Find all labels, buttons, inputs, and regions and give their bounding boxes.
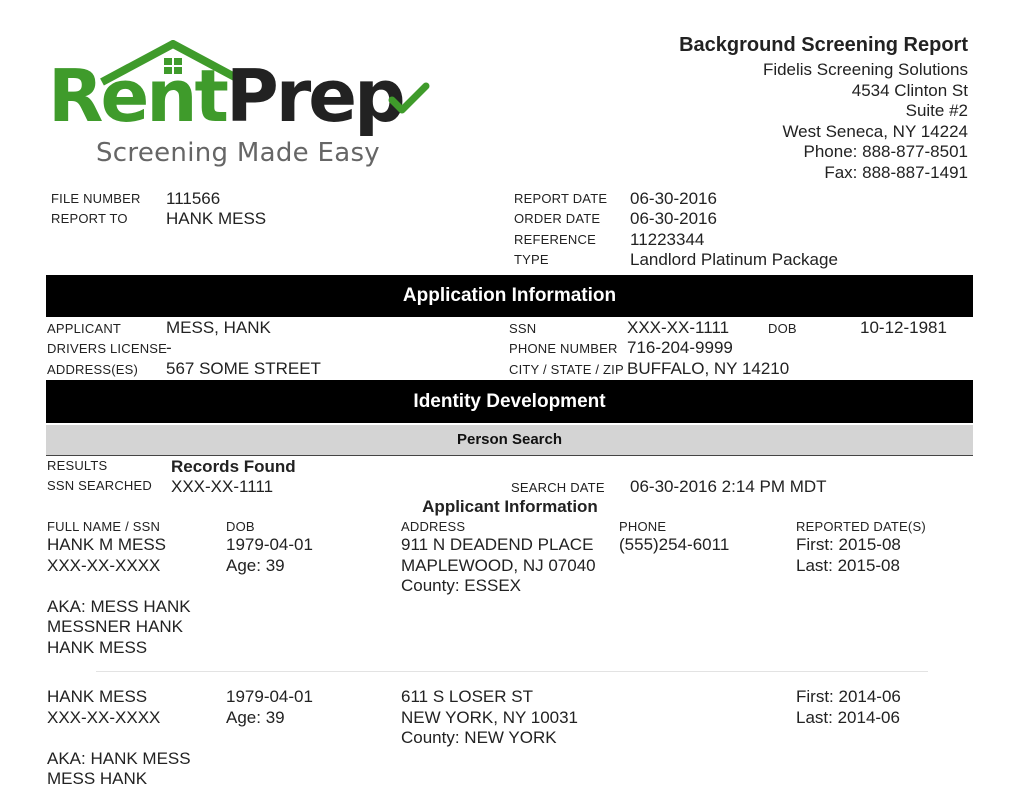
report-to-label: REPORT TO [51,211,128,226]
company-phone: Phone: 888-877-8501 [803,142,968,161]
company-street: 4534 Clinton St [851,80,968,100]
phone-number-value: 716-204-9999 [627,338,733,357]
record-last-date: Last: 2015-08 [796,555,900,575]
checkmark-icon [388,82,430,116]
record-name: HANK MESS [47,687,148,706]
logo-word-prep: Prep [225,54,403,138]
logo-wordmark [48,54,403,138]
record-address-line2: NEW YORK, NY 10031 [401,707,579,727]
col-address: ADDRESS [401,519,466,534]
report-date-value: 06-30-2016 [630,189,717,208]
record-first-date: First: 2014-06 [796,687,901,706]
record-name-block [47,687,191,790]
company-name: Fidelis Screening Solutions [762,60,968,79]
record-address-line2: MAPLEWOOD, NJ 07040 [401,555,596,575]
record-address-block [401,687,578,749]
record-dob: 1979-04-01 [226,687,313,706]
ssn-searched-label: SSN SEARCHED [47,478,152,493]
report-date-label: REPORT DATE [514,191,608,206]
record-age: Age: 39 [226,555,285,575]
record-ssn: XXX-XX-XXXX [47,555,161,575]
record-phone: (555)254-6011 [619,535,730,554]
record-dob-block [226,687,313,728]
logo-word-rent: Rent [48,54,226,138]
applicant-value: MESS, HANK [166,318,271,337]
record-dob: 1979-04-01 [226,535,313,554]
identity-development-header: Identity Development [46,380,973,423]
order-date-label: ORDER DATE [514,211,601,226]
col-dob: DOB [226,519,255,534]
record-aka: HANK MESS [47,637,148,657]
record-aka: AKA: MESS HANK [47,596,191,616]
record-name: HANK M MESS [47,535,167,554]
col-full-name-ssn: FULL NAME / SSN [47,519,161,534]
results-label: RESULTS [47,458,108,473]
ssn-label: SSN [509,321,537,336]
company-city: West Seneca, NY 14224 [782,121,968,141]
record-dob-block [226,535,313,576]
record-reported-block [796,687,901,728]
address-value: 567 SOME STREET [166,359,321,378]
record-county: County: NEW YORK [401,728,557,747]
results-value: Records Found [171,457,296,476]
record-first-date: First: 2015-08 [796,535,901,554]
record-aka: MESSNER HANK [47,617,184,636]
person-search-header: Person Search [46,425,973,456]
record-age: Age: 39 [226,707,285,727]
rentprep-logo [48,40,433,172]
phone-number-label: PHONE NUMBER [509,341,618,356]
company-header [679,34,968,183]
type-label: TYPE [514,252,549,267]
dob-label: DOB [768,321,797,336]
ssn-value: XXX-XX-1111 [627,318,730,337]
record-ssn: XXX-XX-XXXX [47,707,161,727]
record-divider [96,671,928,672]
record-address-block [401,535,596,597]
drivers-license-label: DRIVERS LICENSE [47,341,168,356]
report-to-value: HANK MESS [166,209,267,228]
file-number-label: FILE NUMBER [51,191,141,206]
order-date-value: 06-30-2016 [630,209,717,228]
address-label: ADDRESS(ES) [47,362,139,377]
record-name-block [47,535,191,658]
record-aka: MESS HANK [47,769,148,788]
col-reported-dates: REPORTED DATE(S) [796,519,926,534]
applicant-label: APPLICANT [47,321,122,336]
record-county: County: ESSEX [401,576,522,595]
record-reported-block [796,535,901,576]
city-state-zip-value: BUFFALO, NY 14210 [627,359,790,378]
file-number-value: 111566 [166,189,221,208]
reference-label: REFERENCE [514,232,596,247]
dob-value: 10-12-1981 [860,318,947,337]
record-address-line1: 611 S LOSER ST [401,687,533,706]
record-last-date: Last: 2014-06 [796,707,900,727]
type-value: Landlord Platinum Package [630,250,838,269]
logo-tagline: Screening Made Easy [96,138,380,168]
reference-value: 11223344 [630,230,705,249]
company-suite: Suite #2 [905,101,968,120]
report-title: Background Screening Report [679,34,968,56]
company-fax: Fax: 888-887-1491 [824,162,968,182]
record-address-line1: 911 N DEADEND PLACE [401,535,594,554]
search-date-value: 06-30-2016 2:14 PM MDT [630,477,827,496]
col-phone: PHONE [619,519,667,534]
ssn-searched-value: XXX-XX-1111 [171,477,274,496]
drivers-license-value: - [166,338,172,357]
record-aka: AKA: HANK MESS [47,748,191,768]
applicant-information-heading: Applicant Information [422,497,598,516]
city-state-zip-label: CITY / STATE / ZIP [509,362,624,377]
search-date-label: SEARCH DATE [511,480,605,495]
application-info-header: Application Information [46,275,973,317]
